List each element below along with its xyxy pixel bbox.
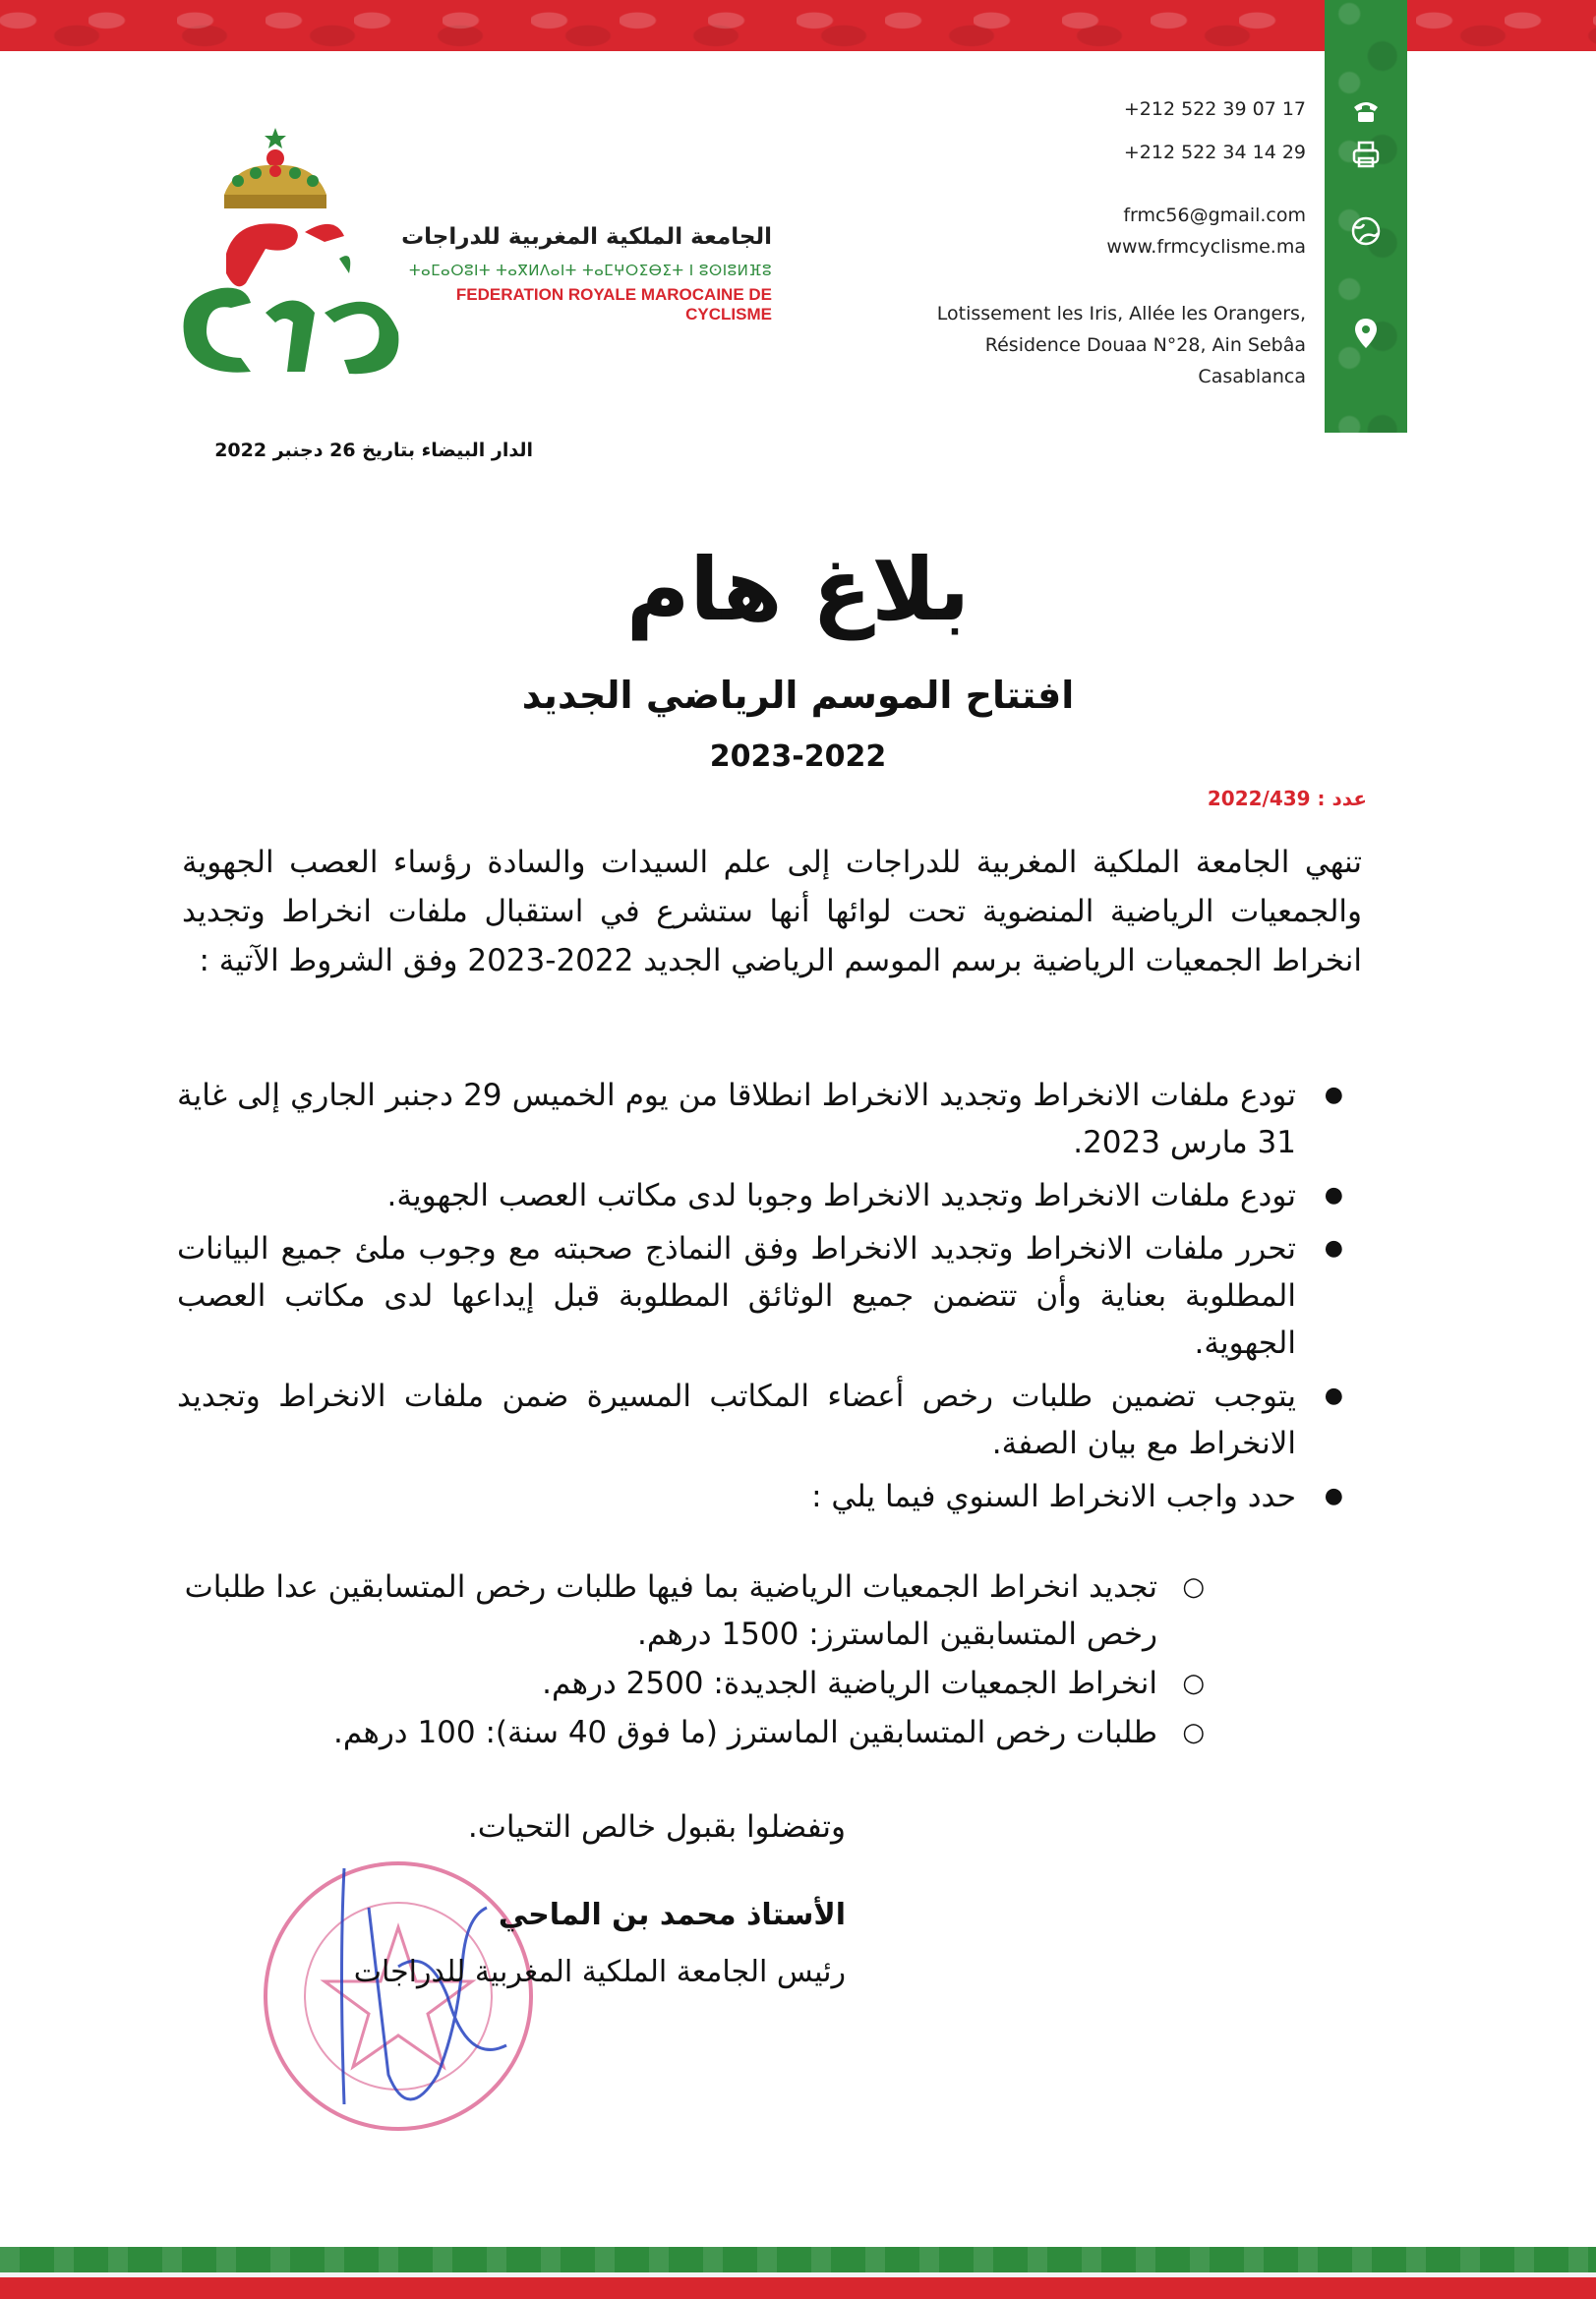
- location-icon: [1349, 317, 1383, 350]
- federation-name-tifinagh: ⵜⴰⵎⴰⵔⵓⵏⵜ ⵜⴰⴳⵍⴷⴰⵏⵜ ⵜⴰⵎⵖⵔⵉⴱⵉⵜ ⵏ ⵓⵙⵏⵓⵍⴼⵓ: [409, 262, 772, 279]
- federation-name-arabic: الجامعة الملكية المغربية للدراجات: [401, 224, 772, 250]
- signatory-name: الأستاذ محمد بن الماحي: [498, 1898, 846, 1932]
- list-item: ● تودع ملفات الانخراط وتجديد الانخراط وجوبا لدى مكاتب العصب الجهوية.: [177, 1172, 1308, 1219]
- document-subtitle: افتتاح الموسم الرياضي الجديد: [521, 674, 1075, 717]
- fee-item: ○ طلبات رخص المتسابقين الماسترز (ما فوق 40 سنة): 100 درهم.: [177, 1709, 1165, 1756]
- signatory-role: رئيس الجامعة الملكية المغربية للدراجات: [353, 1955, 846, 1989]
- phone-icon: [1349, 94, 1383, 128]
- website-text: www.frmcyclisme.ma: [1106, 236, 1306, 258]
- globe-icon: [1349, 214, 1383, 248]
- reference-number: عدد : 2022/439: [1207, 787, 1367, 810]
- list-item: ● تودع ملفات الانخراط وتجديد الانخراط انطلاقا من يوم الخميس 29 دجنبر الجاري إلى غاية 31 مارس 2023.: [177, 1072, 1308, 1166]
- federation-name-french: FEDERATION ROYALE MAROCAINE DE CYCLISME: [455, 285, 772, 324]
- fee-item: ○ تجديد انخراط الجمعيات الرياضية بما فيها طلبات رخص المتسابقين عدا طلبات رخص المتسابقين الماسترز: 1500 درهم.: [177, 1563, 1165, 1658]
- email-text: frmc56@gmail.com: [1123, 205, 1306, 226]
- bottom-decorative-band: [0, 2247, 1596, 2299]
- bottom-white-stripe: [0, 2272, 1596, 2277]
- official-stamp: [251, 1849, 546, 2144]
- fee-item: ○ انخراط الجمعيات الرياضية الجديدة: 2500 درهم.: [177, 1660, 1165, 1707]
- bottom-green-stripe: [0, 2247, 1596, 2272]
- fax-icon: [1349, 138, 1383, 171]
- phone-number-1: +212 522 39 07 17: [1123, 98, 1306, 120]
- season-years: 2023-2022: [709, 739, 887, 774]
- list-item: ● تحرر ملفات الانخراط وتجديد الانخراط وفق النماذج صحبته مع وجوب ملئ جميع البيانات المطلوبة بعناية وأن تتضمن جميع الوثائق المطلوبة قبل إيداعها لدى مكاتب العصب الجهوية.: [177, 1225, 1308, 1367]
- date-line: الدار البيضاء بتاريخ 26 دجنبر 2022: [214, 440, 533, 461]
- federation-logo: [177, 126, 403, 382]
- closing-line: وتفضلوا بقبول خالص التحيات.: [467, 1809, 846, 1845]
- fees-list: [177, 1563, 1165, 1758]
- address-line-3: Casablanca: [1198, 366, 1306, 387]
- document-title: بلاغ هام: [625, 539, 971, 640]
- intro-paragraph: تنهي الجامعة الملكية المغربية للدراجات إلى علم السيدات والسادة رؤساء العصب الجهوية والجمعيات الرياضية المنضوية تحت لوائها أنها ستشرع في استقبال ملفات انخراط وتجديد انخراط الجمعيات الرياضية برسم الموسم الرياضي الجديد 2022-2023 وفق الشروط الآتية :: [182, 845, 1362, 978]
- list-item: ● يتوجب تضمين طلبات رخص أعضاء المكاتب المسيرة ضمن ملفات الانخراط وتجديد الانخراط مع بيان الصفة.: [177, 1373, 1308, 1467]
- conditions-list: [177, 1072, 1308, 1526]
- address-line-1: Lotissement les Iris, Allée les Orangers,: [936, 303, 1306, 324]
- list-item: ● حدد واجب الانخراط السنوي فيما يلي :: [177, 1473, 1308, 1520]
- address-line-2: Résidence Douaa N°28, Ain Sebâa: [984, 334, 1306, 356]
- phone-number-2: +212 522 34 14 29: [1123, 142, 1306, 163]
